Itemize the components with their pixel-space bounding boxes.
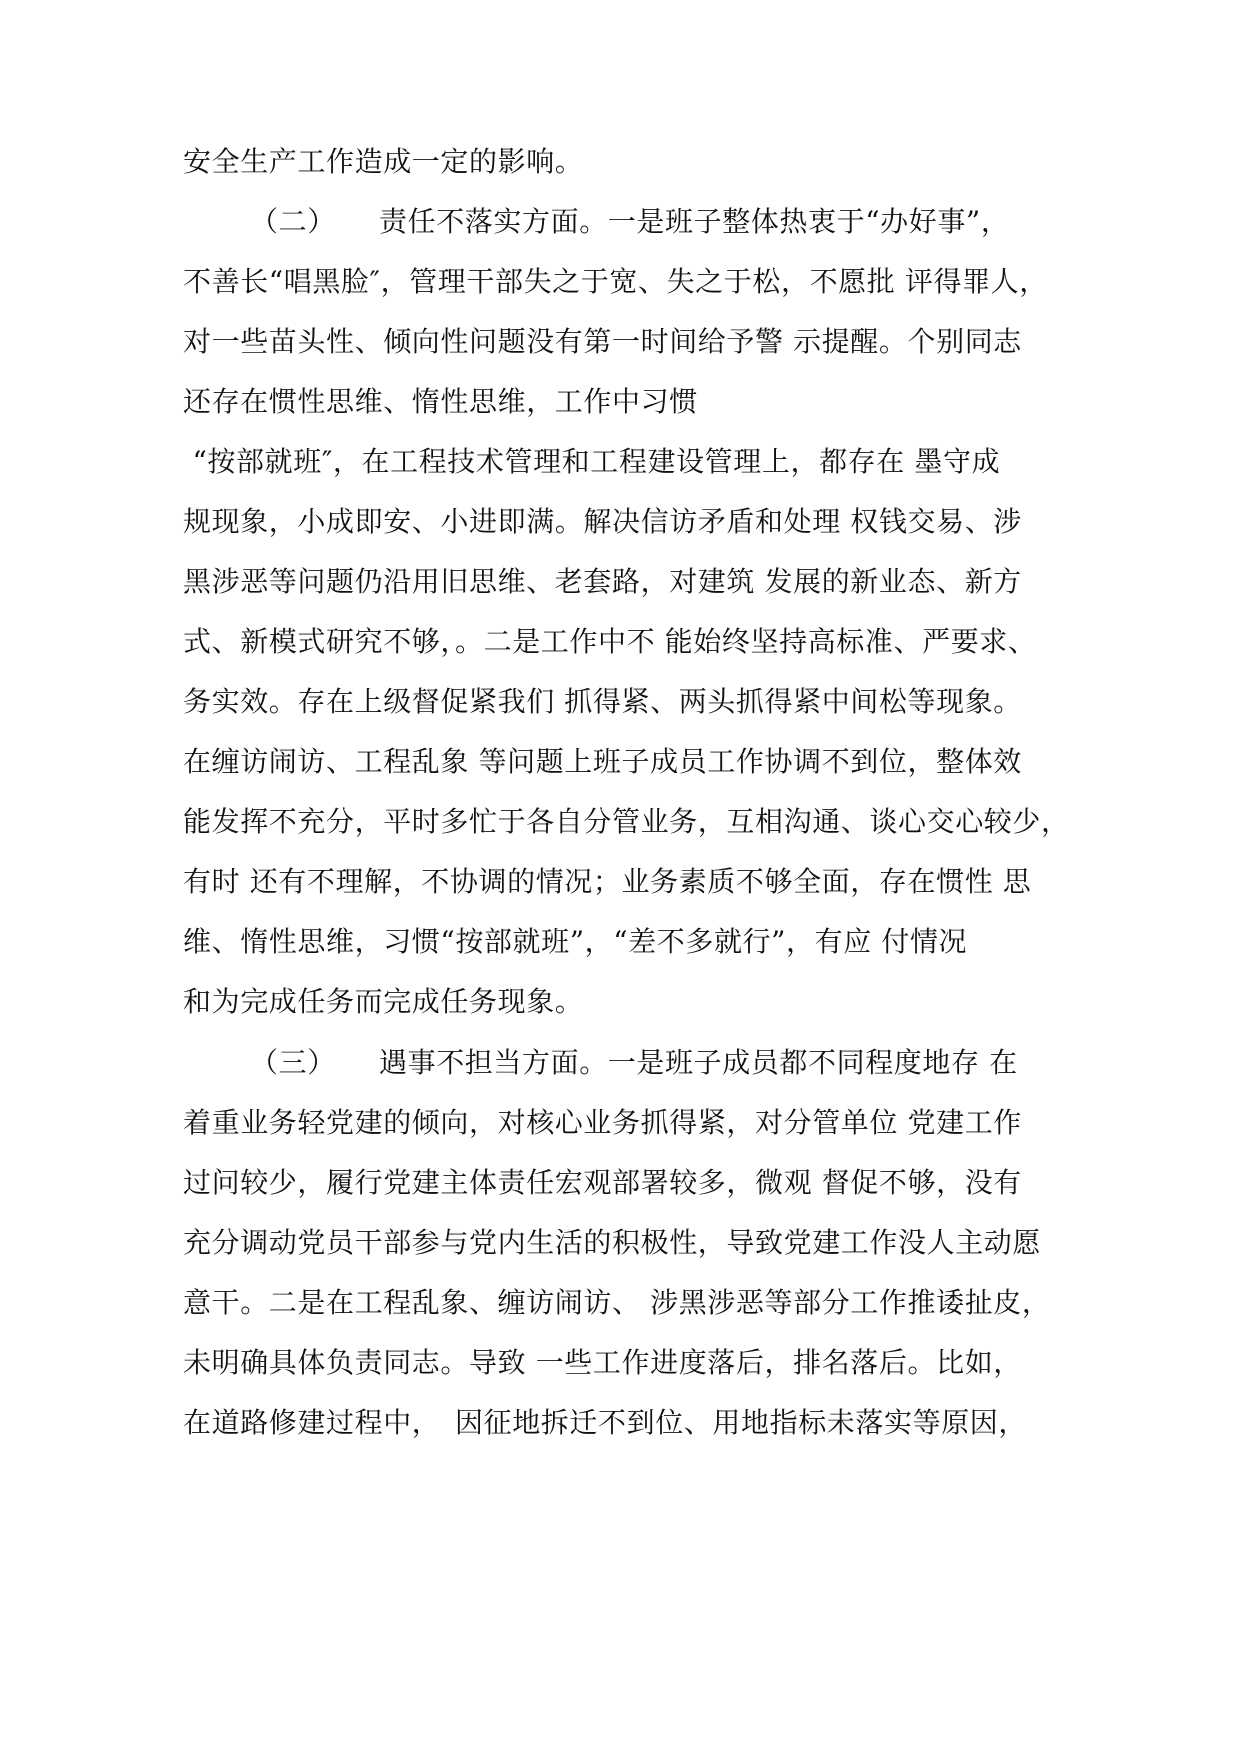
text-line: 能发挥不充分，平时多忙于各自分管业务，互相沟通、谈心交心较少， bbox=[183, 805, 1070, 838]
text-line: 有时 还有不理解，不协调的情况；业务素质不够全面，存在惯性 思 bbox=[183, 865, 1032, 898]
text-line: 安全生产工作造成一定的影响。 bbox=[183, 145, 584, 178]
text-line: 务实效。存在上级督促紧我们 抓得紧、两头抓得紧中间松等现象。 bbox=[183, 685, 1022, 718]
text-line: 过问较少，履行党建主体责任宏观部署较多，微观 督促不够，没有 bbox=[183, 1166, 1022, 1199]
text-line: 在缠访闹访、工程乱象 等问题上班子成员工作协调不到位，整体效 bbox=[183, 745, 1022, 778]
section-heading-line: （三） 遇事不担当方面。一是班子成员都不同程度地存 在 bbox=[250, 1046, 1018, 1079]
text-line: 黑涉恶等问题仍沿用旧思维、老套路，对建筑 发展的新业态、新方 bbox=[183, 565, 1022, 598]
text-line: 维、惰性思维，习惯“按部就班”，“差不多就行”，有应 付情况 bbox=[183, 925, 968, 958]
text-line: 充分调动党员干部参与党内生活的积极性，导致党建工作没人主动愿 bbox=[183, 1226, 1042, 1259]
text-line: 对一些苗头性、倾向性问题没有第一时间给予警 示提醒。个别同志 bbox=[183, 325, 1022, 358]
text-line: 还存在惯性思维、惰性思维，工作中习惯 bbox=[183, 385, 698, 418]
text-line: 式、新模式研究不够，。二是工作中不 能始终坚持高标准、严要求、 bbox=[183, 625, 1037, 658]
text-line: 和为完成任务而完成任务现象。 bbox=[183, 985, 584, 1018]
text-line: 意干。二是在工程乱象、缠访闹访、 涉黑涉恶等部分工作推诿扯皮， bbox=[183, 1286, 1051, 1319]
text-line: 未明确具体负责同志。导致 一些工作进度落后，排名落后。比如， bbox=[183, 1346, 1022, 1379]
text-line: 不善长“唱黑脸″，管理干部失之于宽、失之于松，不愿批 评得罪人， bbox=[183, 265, 1048, 298]
section-heading-line: （二） 责任不落实方面。一是班子整体热衷于“办好事”， bbox=[250, 205, 1010, 238]
text-line: 规现象，小成即安、小进即满。解决信访矛盾和处理 权钱交易、涉 bbox=[183, 505, 1022, 538]
text-line: 着重业务轻党建的倾向，对核心业务抓得紧，对分管单位 党建工作 bbox=[183, 1106, 1022, 1139]
text-line: “按部就班″，在工程技术管理和工程建设管理上，都存在 墨守成 bbox=[183, 445, 1001, 478]
text-line: 在道路修建过程中， 因征地拆迁不到位、用地指标未落实等原因， bbox=[183, 1406, 1028, 1439]
